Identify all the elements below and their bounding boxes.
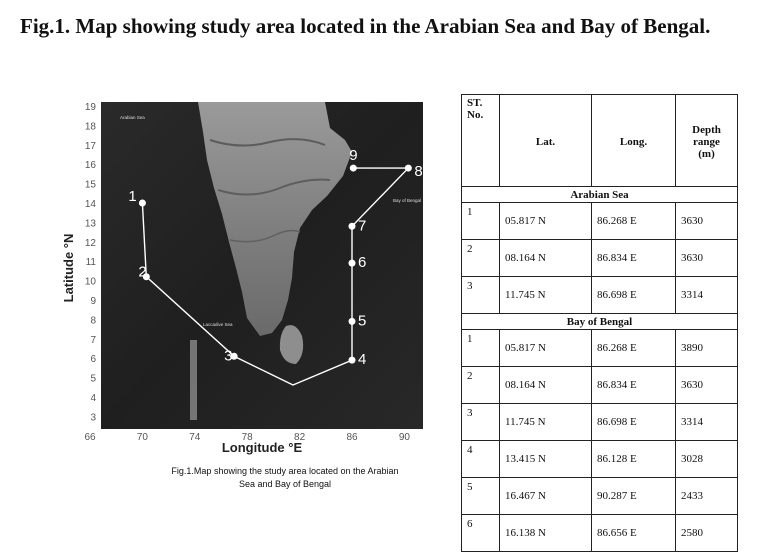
cell-depth: 2580 xyxy=(676,515,738,552)
x-tick-label: 66 xyxy=(84,432,96,443)
station-marker xyxy=(349,223,356,230)
y-axis-label: Latitude °N xyxy=(61,233,76,303)
station-label: 1 xyxy=(128,188,137,205)
table-row xyxy=(462,277,738,314)
cell-depth: 3630 xyxy=(676,203,738,240)
y-tick-label: 15 xyxy=(84,179,96,191)
cell-long: 86.268 E xyxy=(592,330,676,367)
cell-no: 3 xyxy=(462,404,500,441)
table-row xyxy=(462,330,738,367)
cell-long: 90.287 E xyxy=(592,478,676,515)
cell-long: 86.834 E xyxy=(592,240,676,277)
cell-lat: 13.415 N xyxy=(500,441,592,478)
station-label: 6 xyxy=(358,254,367,272)
cell-no: 3 xyxy=(462,277,500,314)
cell-lat: 11.745 N xyxy=(500,404,592,441)
station-marker xyxy=(350,165,357,172)
cell-depth: 2433 xyxy=(676,478,738,515)
cell-lat: 16.138 N xyxy=(500,515,592,552)
y-tick-label: 5 xyxy=(90,373,96,385)
x-axis-label: Longitude °E xyxy=(221,440,303,455)
cell-depth: 3028 xyxy=(676,441,738,478)
x-tick-label: 90 xyxy=(398,432,410,443)
cell-no: 4 xyxy=(462,441,500,478)
header-lat: Lat. xyxy=(500,95,592,187)
caption-line-2: Sea and Bay of Bengal xyxy=(238,479,332,489)
y-tick-label: 11 xyxy=(85,257,96,269)
y-tick-label: 14 xyxy=(84,199,96,210)
y-tick-label: 17 xyxy=(84,140,96,152)
station-label: 8 xyxy=(414,163,423,181)
x-tick-label: 86 xyxy=(346,432,358,443)
y-tick-label: 13 xyxy=(84,218,96,230)
cell-lat: 16.467 N xyxy=(500,478,592,515)
y-tick-label: 18 xyxy=(84,121,96,133)
header-long: Long. xyxy=(592,95,676,187)
station-marker xyxy=(349,260,356,267)
station-label: 9 xyxy=(349,147,358,165)
maldives-strip xyxy=(190,340,197,420)
table-row xyxy=(462,515,738,552)
station-table xyxy=(461,94,738,552)
cell-depth: 3314 xyxy=(676,277,738,314)
cell-depth: 3630 xyxy=(676,367,738,404)
y-tick-label: 9 xyxy=(90,296,96,307)
y-tick-label: 16 xyxy=(84,160,96,172)
station-label: 2 xyxy=(138,263,147,281)
y-tick-label: 3 xyxy=(90,412,96,424)
station-label: 7 xyxy=(358,217,367,235)
table-row xyxy=(462,367,738,404)
cell-long: 86.656 E xyxy=(592,515,676,552)
x-tick-label: 78 xyxy=(241,432,253,443)
cell-long: 86.698 E xyxy=(592,277,676,314)
figure-title: Fig.1. Map showing study area located in the Arabian Sea and Bay of Bengal. xyxy=(20,14,711,38)
region-label-laccadive-sea: Laccadive Sea xyxy=(203,322,233,327)
caption-line-1: Fig.1.Map showing the study area located on the Arabian xyxy=(171,466,399,476)
y-tick-label: 7 xyxy=(90,334,96,346)
figure-caption xyxy=(130,465,440,491)
station-marker xyxy=(349,318,356,325)
x-tick-label: 74 xyxy=(189,432,201,443)
y-tick-label: 4 xyxy=(90,393,96,404)
y-tick-label: 19 xyxy=(84,102,96,113)
cell-lat: 05.817 N xyxy=(500,203,592,240)
station-label: 4 xyxy=(358,351,367,369)
cell-no: 1 xyxy=(462,203,500,240)
cell-no: 2 xyxy=(462,367,500,404)
station-marker xyxy=(405,165,412,172)
cell-lat: 08.164 N xyxy=(500,367,592,404)
cell-no: 2 xyxy=(462,240,500,277)
section-row-arabian-sea xyxy=(462,187,738,203)
header-depth-range: Depth range (m) xyxy=(676,95,738,187)
cell-depth: 3890 xyxy=(676,330,738,367)
table-row xyxy=(462,240,738,277)
region-label-arabian-sea: Arabian Sea xyxy=(120,115,145,120)
station-marker xyxy=(139,200,146,207)
cell-no: 6 xyxy=(462,515,500,552)
header-st-no: ST. No. xyxy=(462,95,500,187)
station-marker xyxy=(349,357,356,364)
cell-depth: 3314 xyxy=(676,404,738,441)
table-row xyxy=(462,404,738,441)
cell-lat: 08.164 N xyxy=(500,240,592,277)
x-tick-label: 82 xyxy=(294,432,306,443)
y-axis-ticks xyxy=(85,102,97,423)
y-tick-label: 8 xyxy=(90,315,96,327)
cell-no: 5 xyxy=(462,478,500,515)
table-row xyxy=(462,478,738,515)
section-row-bay-of-bengal xyxy=(462,314,738,330)
table-row xyxy=(462,441,738,478)
cell-no: 1 xyxy=(462,330,500,367)
station-label: 5 xyxy=(358,312,367,330)
cell-lat: 05.817 N xyxy=(500,330,592,367)
region-label-bay-of-bengal: Bay of Bengal xyxy=(393,198,422,203)
y-tick-label: 6 xyxy=(90,354,96,366)
y-tick-label: 10 xyxy=(84,276,96,288)
cell-long: 86.268 E xyxy=(592,203,676,240)
y-tick-label: 12 xyxy=(84,237,96,249)
x-tick-label: 70 xyxy=(136,432,148,443)
table-row xyxy=(462,203,738,240)
cell-long: 86.128 E xyxy=(592,441,676,478)
section-title: Bay of Bengal xyxy=(462,314,738,330)
section-title: Arabian Sea xyxy=(462,187,738,203)
cell-depth: 3630 xyxy=(676,240,738,277)
cell-lat: 11.745 N xyxy=(500,277,592,314)
cell-long: 86.698 E xyxy=(592,404,676,441)
cell-long: 86.834 E xyxy=(592,367,676,404)
table-header-row xyxy=(462,95,738,187)
station-label: 3 xyxy=(224,347,233,365)
